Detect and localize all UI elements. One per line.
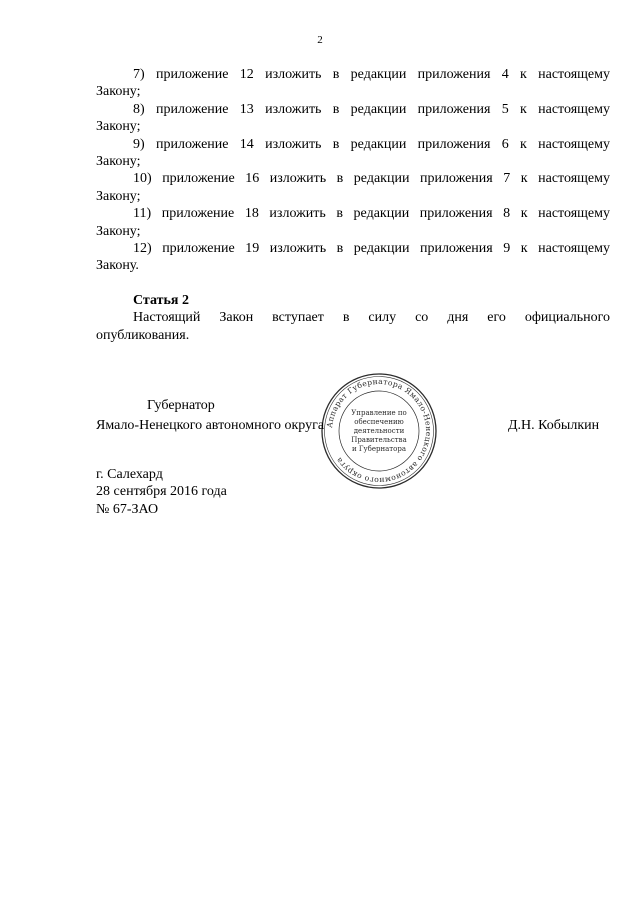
list-item <box>96 101 610 136</box>
document-city: г. Салехард <box>96 467 163 482</box>
signatory-region: Ямало-Ненецкого автономного округа <box>96 418 325 433</box>
seal-center-line: Управление по <box>351 409 407 417</box>
list-item-continuation: Закону. <box>96 258 139 274</box>
page-number: 2 <box>317 34 323 46</box>
article-title: Статья 2 <box>133 293 189 308</box>
list-item-text: 11) приложение 18 изложить в редакции приложения 8 к настоящему <box>133 206 610 222</box>
seal-center-line: Правительства <box>351 436 407 444</box>
signatory-name: Д.Н. Кобылкин <box>508 418 600 433</box>
list-item <box>96 170 610 205</box>
list-item <box>96 66 610 101</box>
seal-center-line: и Губернатора <box>351 445 407 453</box>
document-details <box>96 466 227 518</box>
list-item-continuation: Закону; <box>96 223 141 239</box>
article-text-continuation: опубликования. <box>96 327 190 343</box>
amendment-list <box>96 66 610 275</box>
official-seal-stamp <box>320 372 438 490</box>
list-item-text: 8) приложение 13 изложить в редакции приложения 5 к настоящему <box>133 101 610 117</box>
list-item-continuation: Закону; <box>96 188 141 204</box>
seal-ring-text: Аппарат Губернатора Ямало-Ненецкого автономного округа <box>325 376 434 486</box>
list-item-continuation: Закону; <box>96 119 141 135</box>
list-item <box>96 240 610 275</box>
article-text: Настоящий Закон вступает в силу со дня его официального <box>133 310 610 326</box>
seal-center-line: обеспечению <box>354 418 404 426</box>
list-item-text: 9) приложение 14 изложить в редакции приложения 6 к настоящему <box>133 136 610 152</box>
list-item <box>96 205 610 240</box>
seal-center-line: деятельности <box>353 427 405 435</box>
list-item-continuation: Закону; <box>96 84 141 100</box>
list-item-continuation: Закону; <box>96 154 141 170</box>
list-item <box>96 136 610 171</box>
list-item-text: 7) приложение 12 изложить в редакции приложения 4 к настоящему <box>133 67 610 82</box>
document-number: № 67-ЗАО <box>96 501 159 517</box>
list-item-text: 10) приложение 16 изложить в редакции приложения 7 к настоящему <box>133 171 610 187</box>
article-section <box>96 292 610 344</box>
list-item-text: 12) приложение 19 изложить в редакции приложения 9 к настоящему <box>133 241 610 257</box>
document-date: 28 сентября 2016 года <box>96 484 227 500</box>
signatory-position: Губернатор <box>147 398 215 413</box>
